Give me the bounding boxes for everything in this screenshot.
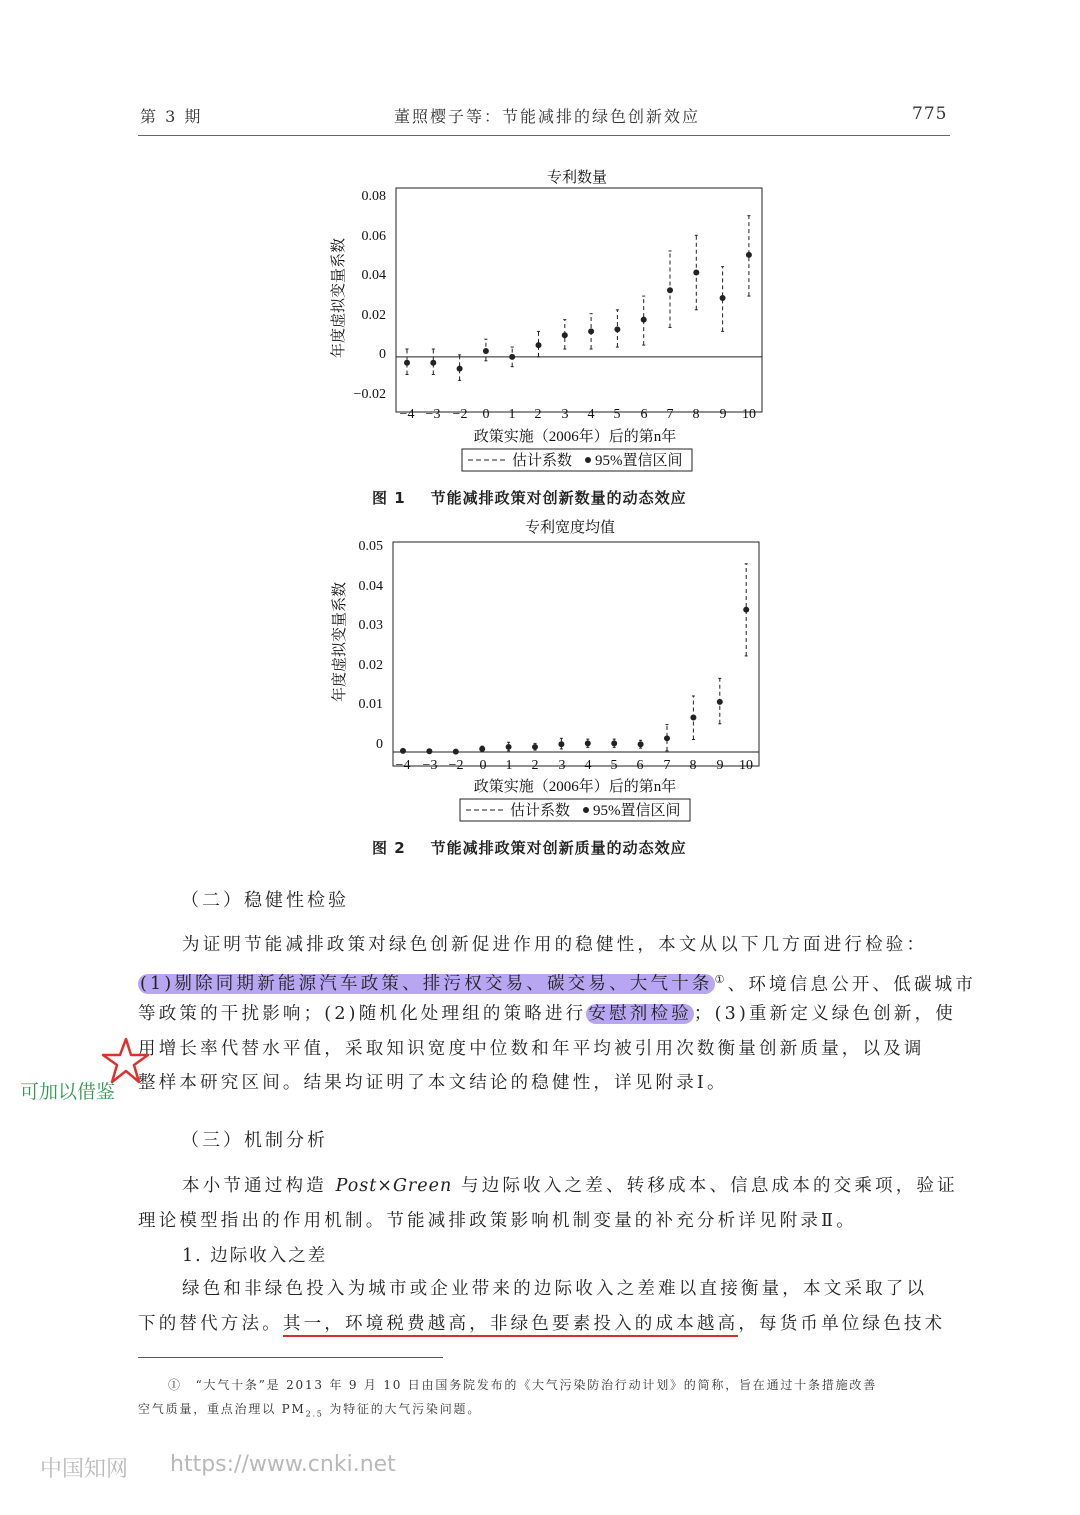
figure-1-title: 节能减排政策对创新数量的动态效应 <box>430 489 687 507</box>
chart2-title: 专利宽度均值 <box>524 520 616 536</box>
text-line: 绿色和非绿色投入为城市或企业带来的边际收入之差难以直接衡量，本文采取了以 <box>182 1279 928 1299</box>
legend-label: 95%置信区间 <box>593 803 681 819</box>
x-tick-label: −3 <box>422 758 438 773</box>
chart1-plot-frame <box>396 188 762 412</box>
point-estimate <box>562 332 568 338</box>
point-estimate <box>506 744 512 750</box>
figure-2-caption <box>372 837 687 858</box>
footnote-ref[interactable]: ① <box>714 972 728 986</box>
text-span: 为特征的大气污染问题。 <box>323 1402 482 1416</box>
chart2-marks <box>393 564 759 755</box>
header-rule <box>138 135 950 136</box>
y-tick-label: 0.06 <box>361 229 386 244</box>
highlight-mark: 安慰剂检验 <box>588 1004 692 1024</box>
point-estimate <box>690 715 696 721</box>
y-tick-label: 0.02 <box>361 308 386 323</box>
text-span: 等政策的干扰影响；(2)随机化处理组的策略进行 <box>138 1004 587 1024</box>
chart2-y-axis <box>359 539 384 752</box>
point-estimate <box>453 749 459 755</box>
point-estimate <box>400 748 406 754</box>
point-estimate <box>457 366 463 372</box>
point-estimate <box>638 741 644 747</box>
x-tick-label: 7 <box>663 758 671 773</box>
underline-mark: 其一，环境税费越高，非绿色要素投入的成本越高 <box>283 1314 738 1337</box>
point-estimate <box>641 317 647 323</box>
x-tick-label: −2 <box>452 407 468 422</box>
x-tick-label: 2 <box>534 407 542 422</box>
text-line <box>138 1307 950 1342</box>
section-heading-mechanism: （三）机制分析 <box>181 1130 328 1151</box>
x-tick-label: 1 <box>508 407 516 422</box>
chart1-title: 专利数量 <box>546 170 608 186</box>
text-line <box>138 963 977 998</box>
figure-1-number: 图 1 <box>372 489 406 507</box>
y-tick-label: 0.01 <box>358 697 383 712</box>
chart1-marks <box>396 216 762 381</box>
legend-label: 95%置信区间 <box>595 453 683 469</box>
x-tick-label: 8 <box>689 758 697 773</box>
y-tick-label: 0.04 <box>358 579 383 594</box>
y-tick-label: 0.05 <box>358 539 383 554</box>
x-tick-label: 9 <box>716 758 724 773</box>
y-tick-label: 0 <box>376 737 383 752</box>
y-tick-label: 0.03 <box>358 618 383 633</box>
point-estimate <box>664 735 670 741</box>
x-tick-label: 1 <box>505 758 513 773</box>
y-tick-label: 0.04 <box>361 268 386 283</box>
cnki-logo: 中国知网 <box>40 1457 129 1482</box>
chart1-legend <box>462 449 692 471</box>
legend-point-swatch <box>583 807 589 813</box>
x-tick-label: 10 <box>742 407 756 422</box>
legend-label: 估计系数 <box>512 453 573 469</box>
chart2-legend <box>460 799 690 821</box>
subsection-heading: 1. 边际收入之差 <box>182 1246 328 1266</box>
x-tick-label: 6 <box>636 758 644 773</box>
x-tick-label: 7 <box>666 407 674 422</box>
marginal-income-paragraph <box>138 1272 950 1341</box>
figure-1-chart <box>300 160 780 480</box>
text-line: 用增长率代替水平值，采取知识宽度中位数和年平均被引用次数衡量创新质量，以及调 <box>138 1038 925 1059</box>
x-tick-label: −3 <box>425 407 441 422</box>
footnote-rule <box>138 1357 443 1358</box>
chart2-plot-frame <box>393 542 759 766</box>
point-estimate <box>585 740 591 746</box>
text-span: 空气质量，重点治理以 PM <box>138 1402 306 1416</box>
point-estimate <box>720 295 726 301</box>
point-estimate <box>532 744 538 750</box>
y-tick-label: −0.02 <box>353 387 386 402</box>
figure-2-chart <box>300 512 780 832</box>
text-line: 整样本研究区间。结果均证明了本文结论的稳健性，详见附录Ⅰ。 <box>138 1073 728 1093</box>
x-tick-label: 8 <box>692 407 700 422</box>
footnote-line: ① “大气十条”是 2013 年 9 月 10 日由国务院发布的《大气污染防治行动计划》的简称，旨在通过十条措施改善 <box>168 1378 878 1392</box>
text-line <box>138 1169 958 1204</box>
chart1-y-axis <box>354 189 386 402</box>
robustness-paragraph <box>138 928 977 1101</box>
point-estimate <box>611 740 617 746</box>
issue-label: 第 3 期 <box>140 107 203 126</box>
point-estimate <box>509 354 515 360</box>
y-tick-label: 0 <box>379 347 386 362</box>
text-line: 理论模型指出的作用机制。节能减排政策影响机制变量的补充分析详见附录Ⅱ。 <box>138 1210 857 1231</box>
point-estimate <box>746 252 752 258</box>
text-span: 、环境信息公开、低碳城市 <box>727 974 977 995</box>
x-tick-label: 5 <box>613 407 621 422</box>
y-tick-label: 0.08 <box>361 189 386 204</box>
x-tick-label: 0 <box>479 758 487 773</box>
point-estimate <box>667 287 673 293</box>
text-span: 本小节通过构造 <box>182 1176 336 1196</box>
x-tick-label: −2 <box>448 758 464 773</box>
text-span: 下的替代方法。 <box>138 1313 283 1334</box>
chart2-x-axis-label: 政策实施（2006年）后的第n年 <box>473 779 677 795</box>
x-tick-label: 5 <box>610 758 618 773</box>
point-estimate <box>558 741 564 747</box>
page-number: 775 <box>912 104 948 124</box>
legend-point-swatch <box>585 457 591 463</box>
point-estimate <box>404 360 410 366</box>
x-tick-label: 9 <box>719 407 727 422</box>
x-tick-label: 0 <box>482 407 490 422</box>
text-span: ，每货币单位绿色技术 <box>738 1313 946 1334</box>
x-tick-label: 4 <box>584 758 592 773</box>
section-heading-robustness: （二）稳健性检验 <box>181 890 349 911</box>
point-estimate <box>426 748 432 754</box>
point-estimate <box>693 270 699 276</box>
point-estimate <box>743 607 749 613</box>
chart1-x-axis-label: 政策实施（2006年）后的第n年 <box>473 429 677 445</box>
x-tick-label: 4 <box>587 407 595 422</box>
text-line <box>138 997 956 1032</box>
x-tick-label: 2 <box>531 758 539 773</box>
highlight-mark: (1)剔除同期新能源汽车政策、排污权交易、碳交易、大气十条 <box>140 974 713 995</box>
point-estimate <box>536 342 542 348</box>
y-tick-label: 0.02 <box>358 658 383 673</box>
cnki-url[interactable]: https://www.cnki.net <box>170 1452 396 1477</box>
handwritten-note: 可加以借鉴 <box>20 1081 116 1103</box>
legend-label: 估计系数 <box>510 803 571 819</box>
point-estimate <box>430 360 436 366</box>
x-tick-label: 10 <box>739 758 753 773</box>
star-icon-stroke <box>103 1039 148 1082</box>
x-tick-label: 3 <box>558 758 566 773</box>
x-tick-label: −4 <box>399 407 415 422</box>
point-estimate <box>614 326 620 332</box>
x-tick-label: 6 <box>640 407 648 422</box>
chart1-y-axis-label: 年度虚拟变量系数 <box>331 237 347 359</box>
running-title: 董照樱子等：节能减排的绿色创新效应 <box>394 107 701 126</box>
footnote <box>138 1373 950 1426</box>
x-tick-label: 3 <box>561 407 569 422</box>
mechanism-paragraph <box>138 1169 958 1238</box>
text-span: ；(3)重新定义绿色创新，使 <box>693 1004 956 1024</box>
chart2-y-axis-label: 年度虚拟变量系数 <box>332 581 348 703</box>
x-tick-label: −4 <box>395 758 411 773</box>
point-estimate <box>479 746 485 752</box>
subscript: 2.5 <box>305 1409 324 1419</box>
text-line: 为证明节能减排政策对绿色创新促进作用的稳健性，本文从以下几方面进行检验： <box>182 935 928 955</box>
figure-2-title: 节能减排政策对创新质量的动态效应 <box>430 839 687 857</box>
point-estimate <box>483 348 489 354</box>
point-estimate <box>717 699 723 705</box>
text-span: 与边际收入之差、转移成本、信息成本的交乘项，验证 <box>452 1176 958 1196</box>
figure-2-number: 图 2 <box>372 839 406 857</box>
figure-1-caption <box>372 487 687 508</box>
point-estimate <box>588 328 594 334</box>
math-term: Post×Green <box>335 1176 453 1196</box>
footnote-line <box>138 1397 950 1426</box>
chart1-x-axis <box>400 407 756 422</box>
